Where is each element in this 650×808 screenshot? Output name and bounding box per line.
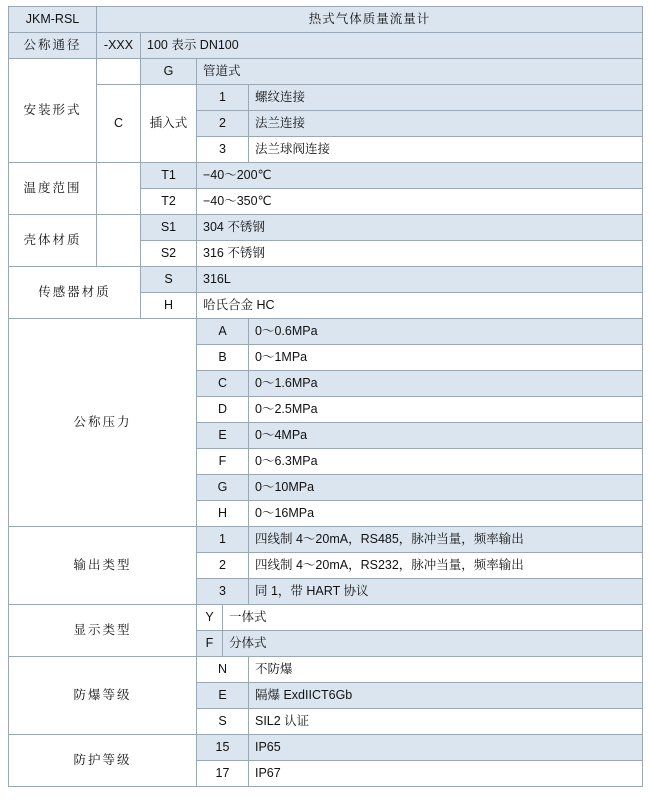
temperature-code-t2: T2 — [141, 189, 197, 215]
table-row-pressure-a — [9, 319, 643, 345]
temperature-desc-t1: −40～200℃ — [197, 163, 643, 189]
table-row-install-type-c1 — [9, 85, 643, 111]
pressure-desc-g: 0～10MPa — [249, 475, 643, 501]
explosion-proof-label: 防爆等级 — [9, 657, 197, 735]
exproof-desc-n: 不防爆 — [249, 657, 643, 683]
exproof-desc-s: SIL2 认证 — [249, 709, 643, 735]
exproof-code-s: S — [197, 709, 249, 735]
protection-code-17: 17 — [197, 761, 249, 787]
shell-desc-s2: 316 不锈钢 — [197, 241, 643, 267]
install-type-code-g: G — [141, 59, 197, 85]
pressure-desc-d: 0～2.5MPa — [249, 397, 643, 423]
install-type-c-desc-2: 法兰连接 — [249, 111, 643, 137]
output-code-2: 2 — [197, 553, 249, 579]
table-row-exproof-n — [9, 657, 643, 683]
temperature-range-label: 温度范围 — [9, 163, 97, 215]
specification-table — [8, 6, 643, 787]
install-type-name-c: 插入式 — [141, 85, 197, 163]
nominal-diameter-label: 公称通径 — [9, 33, 97, 59]
pressure-code-c: C — [197, 371, 249, 397]
table-row-protection-15 — [9, 735, 643, 761]
product-title: 热式气体质量流量计 — [97, 7, 643, 33]
output-desc-1: 四线制 4～20mA，RS485，脉冲当量，频率输出 — [249, 527, 643, 553]
sensor-material-label: 传感器材质 — [9, 267, 141, 319]
pressure-code-e: E — [197, 423, 249, 449]
pressure-code-f: F — [197, 449, 249, 475]
shell-material-label: 壳体材质 — [9, 215, 97, 267]
install-type-code-c: C — [97, 85, 141, 163]
sensor-desc-h: 哈氏合金 HC — [197, 293, 643, 319]
install-type-c-code-1: 1 — [197, 85, 249, 111]
shell-material-spacer — [97, 215, 141, 267]
output-desc-2: 四线制 4～20mA，RS232，脉冲当量，频率输出 — [249, 553, 643, 579]
pressure-desc-f: 0～6.3MPa — [249, 449, 643, 475]
protection-desc-15: IP65 — [249, 735, 643, 761]
table-row-nominal-diameter — [9, 33, 643, 59]
install-type-c-code-2: 2 — [197, 111, 249, 137]
pressure-code-b: B — [197, 345, 249, 371]
shell-code-s2: S2 — [141, 241, 197, 267]
pressure-desc-b: 0～1MPa — [249, 345, 643, 371]
table-row-shell-s1 — [9, 215, 643, 241]
display-code-y: Y — [197, 605, 223, 631]
model-code: JKM-RSL — [9, 7, 97, 33]
protection-level-label: 防护等级 — [9, 735, 197, 787]
pressure-desc-a: 0～0.6MPa — [249, 319, 643, 345]
pressure-code-d: D — [197, 397, 249, 423]
output-code-3: 3 — [197, 579, 249, 605]
install-type-c-desc-3: 法兰球阀连接 — [249, 137, 643, 163]
pressure-code-h: H — [197, 501, 249, 527]
table-row-output-1 — [9, 527, 643, 553]
sensor-code-s: S — [141, 267, 197, 293]
shell-desc-s1: 304 不锈钢 — [197, 215, 643, 241]
nominal-diameter-code: -XXX — [97, 33, 141, 59]
shell-code-s1: S1 — [141, 215, 197, 241]
pressure-code-g: G — [197, 475, 249, 501]
display-code-f: F — [197, 631, 223, 657]
pressure-code-a: A — [197, 319, 249, 345]
nominal-diameter-desc: 100 表示 DN100 — [141, 33, 643, 59]
sensor-code-h: H — [141, 293, 197, 319]
exproof-code-e: E — [197, 683, 249, 709]
install-type-c-code-3: 3 — [197, 137, 249, 163]
pressure-desc-e: 0～4MPa — [249, 423, 643, 449]
display-desc-f: 分体式 — [223, 631, 643, 657]
pressure-desc-c: 0～1.6MPa — [249, 371, 643, 397]
display-desc-y: 一体式 — [223, 605, 643, 631]
display-type-label: 显示类型 — [9, 605, 197, 657]
nominal-pressure-label: 公称压力 — [9, 319, 197, 527]
table-row-install-type-g — [9, 59, 643, 85]
table-row-display-y — [9, 605, 643, 631]
table-row-temperature-t1 — [9, 163, 643, 189]
output-type-label: 输出类型 — [9, 527, 197, 605]
install-type-label: 安装形式 — [9, 59, 97, 163]
exproof-desc-e: 隔爆 ExdIICT6Gb — [249, 683, 643, 709]
install-type-spacer — [97, 59, 141, 85]
output-desc-3: 同 1，带 HART 协议 — [249, 579, 643, 605]
install-type-c-desc-1: 螺纹连接 — [249, 85, 643, 111]
exproof-code-n: N — [197, 657, 249, 683]
output-code-1: 1 — [197, 527, 249, 553]
install-type-name-g: 管道式 — [197, 59, 643, 85]
table-row-sensor-s — [9, 267, 643, 293]
pressure-desc-h: 0～16MPa — [249, 501, 643, 527]
temperature-code-t1: T1 — [141, 163, 197, 189]
table-row-header — [9, 7, 643, 33]
temperature-desc-t2: −40～350℃ — [197, 189, 643, 215]
sensor-desc-s: 316L — [197, 267, 643, 293]
protection-code-15: 15 — [197, 735, 249, 761]
protection-desc-17: IP67 — [249, 761, 643, 787]
temperature-range-spacer — [97, 163, 141, 215]
